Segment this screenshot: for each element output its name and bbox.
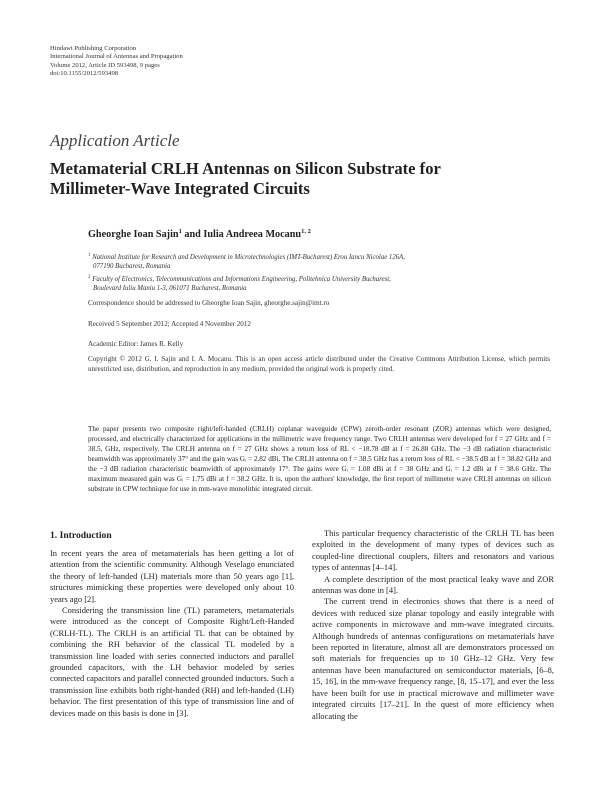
received-dates: Received 5 September 2012; Accepted 4 November 2012 — [88, 320, 251, 328]
affiliation-1-marker: 1 — [88, 253, 91, 258]
affiliation-2-marker: 2 — [88, 275, 91, 280]
publisher: Hindawi Publishing Corporation — [50, 45, 137, 52]
paragraph: The current trend in electronics shows that there is a need of devices with reduced size planar topology and easily integrable with active components in microwave and mm-wave integrated circuits. Although hundreds of antennas configurations on metamaterials have been reported in literature, almost all are demonstrators processed on soft materials for frequencies up to 10 GHz–12 GHz. Very few antennas have been manufactured on semiconductor materials, [6–8, 15, 16], in the mm-wave frequency range, [8, 15–17], and ever the less have been built for use in practical microwave and millimeter wave integrated circuits [17–21]. In the quest of more efficiency when allocating the — [312, 596, 554, 721]
paragraph: In recent years the area of metamaterials has been getting a lot of attention from the scientific community. Although Veselago enunciated the theory of left-handed (LH) materials more than 50 years ago [1], structures mimicking these properties were developed only about 10 years ago [2]. — [50, 548, 294, 604]
author-1-affiliation: 1 — [178, 228, 182, 235]
academic-editor: Academic Editor: James R. Kelly — [88, 340, 184, 348]
section-heading: 1. Introduction — [50, 530, 112, 541]
journal-header — [50, 45, 183, 79]
author-1: Gheorghe Ioan Sajin — [88, 229, 179, 240]
affiliation-1-line2: 077190 Bucharest, Romania — [93, 263, 171, 271]
affiliation-2-line1: Faculty of Electronics, Telecommunications and Informations Engineering, Politehnica University Bucharest, — [92, 276, 391, 283]
correspondence: Correspondence should be addressed to Gheorghe Ioan Sajin, gheorghe.sajin@imt.ro — [88, 299, 330, 307]
volume-info: Volume 2012, Article ID 593498, 9 pages — [50, 61, 160, 69]
paragraph: Considering the transmission line (TL) parameters, metamaterials were introduced as the concept of Composite Right/Left-Handed (CRLH-TL). The CRLH is an artificial TL that can be obtained by combining the RH behavior of the classical TL modeled by a transmission line loaded with series connected inductors and parallel grounded capacitors, with the LH behavior modeled by series connected capacitors and parallel connected grounded inductors. Such a transmission line exhibits both right-handed (RH) and left-handed (LH) behavior. The first presentation of this type of transmission line and of devices made on this basis is done in [3]. — [50, 605, 294, 718]
affiliation-2-line2: Boulevard Iuliu Maniu 1-3, 061071 Bucharest, Romania — [93, 285, 247, 293]
author-list — [88, 228, 311, 240]
affiliation-1-line1: National Institute for Research and Development in Microtechnologies (IMT-Bucharest) Erou Iancu Nicolae 126A, — [92, 254, 405, 261]
author-conjunction: and — [181, 229, 204, 240]
abstract: The paper presents two composite right/left-handed (CRLH) coplanar waveguide (CPW) zeroth-order resonant (ZOR) antennas which were designed, processed, and electrically characterized for applications in the millimetric wave frequency range. Two CRLH antennas were developed for f = 27 GHz and f = 38.5, GHz, respectively. The CRLH antenna on f = 27 GHz shows a return loss of RL < −18.78 dB at f = 26.88 GHz. The −3 dB radiation characteristic beamwidth was approximately 37° and the gain was Gᵢ = 2.82 dBi. The CRLH antenna on f = 38.5 GHz has a return loss of RL < −38.5 dB at f = 38.82 GHz and the −3 dB radiation characteristic beamwidth of approximately 17°. The gains were Gᵢ = 1.08 dBi at f = 38 GHz and Gᵢ = 1.2 dBi at f = 38.6 GHz. The maximum measured gain was Gᵢ = 1.75 dBi at f = 38.2 GHz. It is, upon the authors' knowledge, the first report of millimeter wave CRLH antennas on silicon substrate in CPW technique for use in mm-wave monolithic integrated circuit. — [88, 425, 551, 493]
paragraph: A complete description of the most practical leaky wave and ZOR antennas was done in [4]. — [312, 573, 554, 596]
article-type: Application Article — [50, 131, 180, 150]
doi-link[interactable]: doi:10.1155/2012/593498 — [50, 70, 119, 78]
affiliation-1 — [88, 251, 548, 272]
body-column-right — [312, 528, 554, 722]
paper-title: Metamaterial CRLH Antennas on Silicon Substrate for Millimeter-Wave Integrated Circuits — [50, 159, 441, 198]
paragraph: This particular frequency characteristic of the CRLH TL has been exploited in the development of many types of devices such as coupled-line directional couplers, filters and resonators and various types of antennas [4–14]. — [312, 528, 554, 573]
body-column-left — [50, 548, 294, 719]
journal-name: International Journal of Antennas and Propagation — [50, 53, 183, 61]
copyright-notice: Copyright © 2012 G. I. Sajin and I. A. Mocanu. This is an open access article distributed under the Creative Commons Attribution License, which permits unrestricted use, distribution, and reproduction in any medium, provided the original work is properly cited. — [88, 355, 550, 373]
affiliation-2 — [88, 273, 548, 294]
author-2: Iulia Andreea Mocanu — [203, 229, 302, 240]
author-2-affiliation: 1, 2 — [301, 228, 311, 235]
